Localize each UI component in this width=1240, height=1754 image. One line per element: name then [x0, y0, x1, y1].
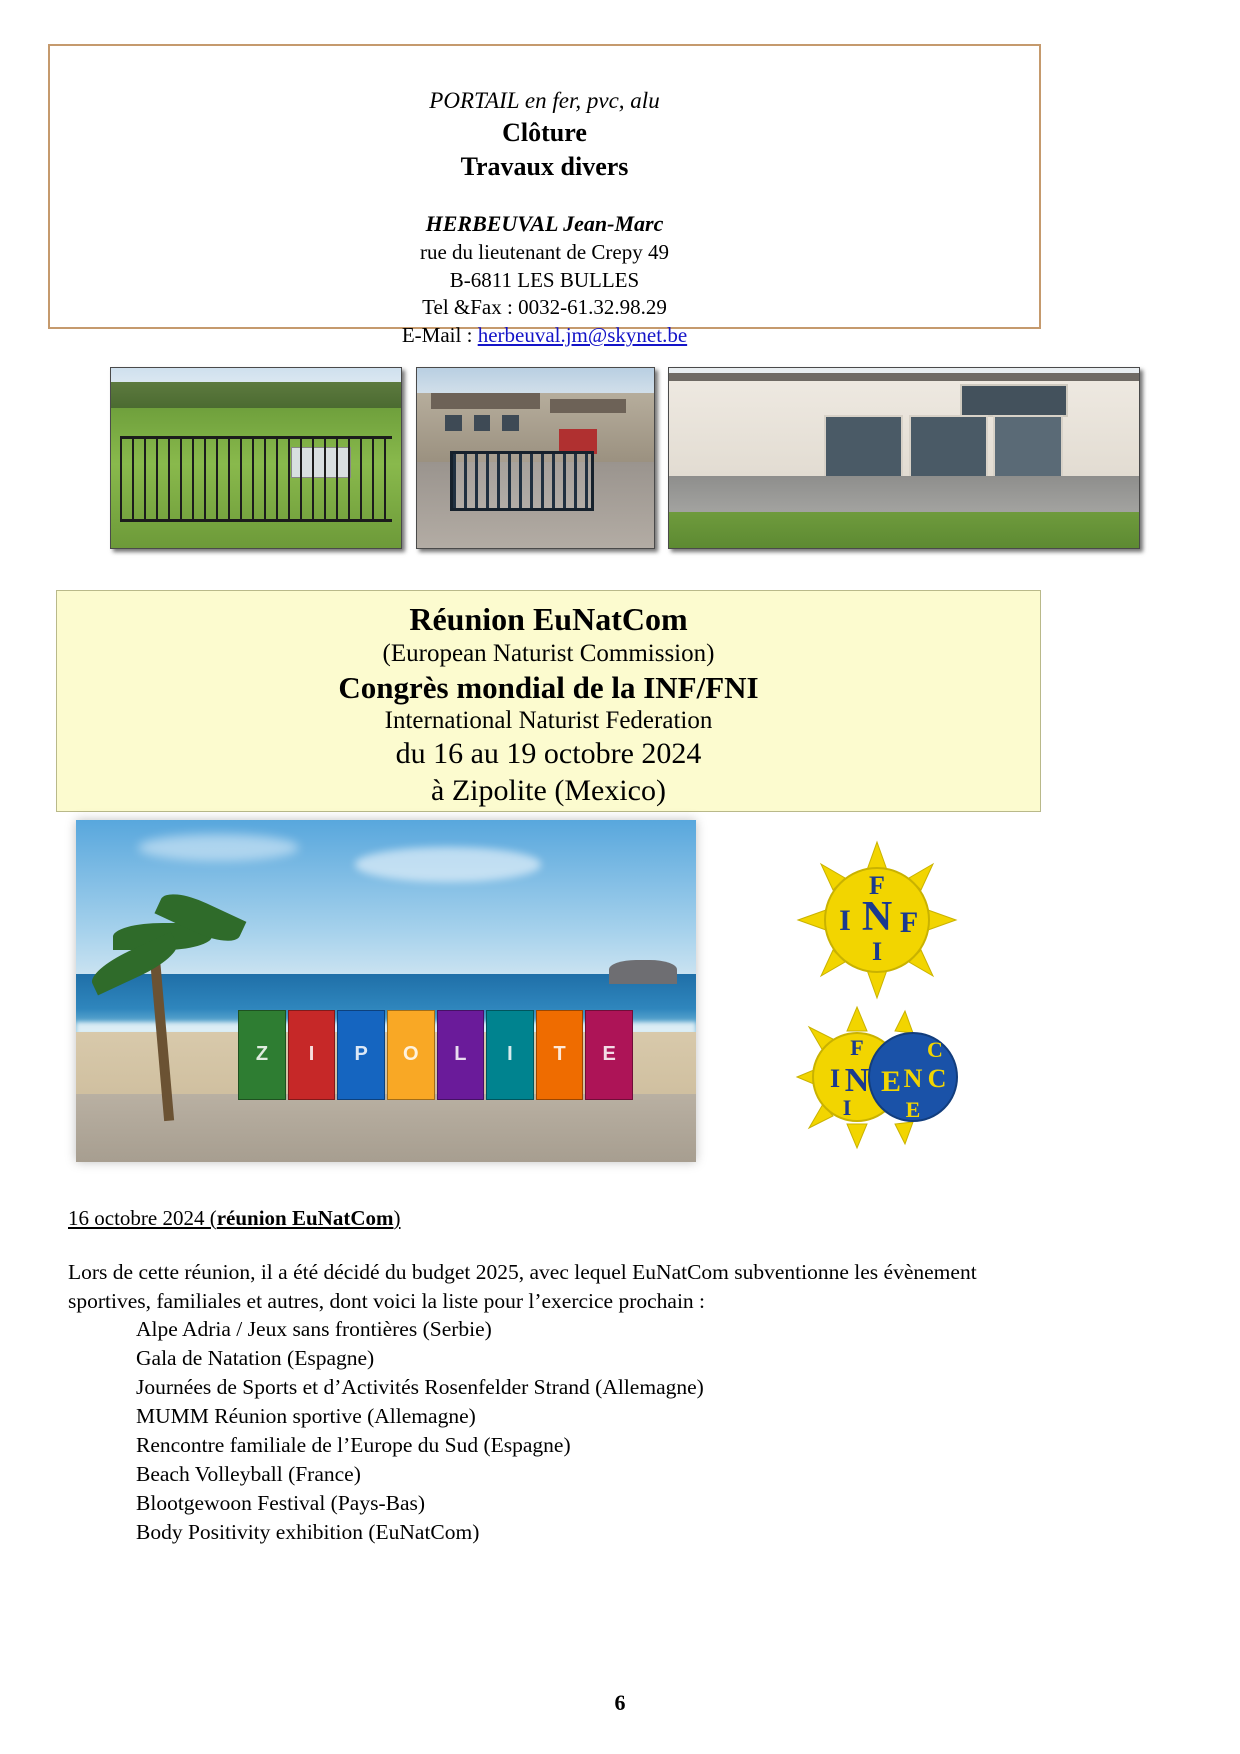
house-photo-glass-door: [824, 415, 903, 480]
zipolite-sign-letter: I: [288, 1010, 336, 1101]
advert-street: rue du lieutenant de Crepy 49: [419, 240, 669, 265]
gate-photo-roof-right: [550, 399, 626, 413]
event-list-item: Beach Volleyball (France): [136, 1462, 361, 1487]
zipolite-sign-letter: T: [536, 1010, 584, 1101]
zipolite-sign-letter: L: [437, 1010, 485, 1101]
event-list-item: MUMM Réunion sportive (Allemagne): [136, 1404, 476, 1429]
advertisement-box: [48, 44, 1041, 348]
zipolite-sign: [237, 1012, 634, 1101]
zipolite-cloud: [138, 834, 299, 861]
article-date-heading: [68, 1206, 401, 1231]
svg-text:F: F: [869, 871, 885, 900]
advert-company-name: HERBEUVAL Jean-Marc: [425, 211, 664, 237]
zipolite-rock: [609, 960, 677, 984]
fence-photo-fence-bars: [120, 436, 393, 521]
advert-service-line-1: PORTAIL en fer, pvc, alu: [429, 88, 660, 113]
advert-email-row: [50, 322, 1039, 350]
svg-text:N: N: [861, 894, 893, 940]
announcement-place: à Zipolite (Mexico): [431, 773, 666, 807]
house-photo-upper-window: [960, 384, 1067, 417]
announcement-title: Réunion EuNatCom: [409, 601, 688, 637]
article-date-bold: réunion EuNatCom: [216, 1206, 394, 1230]
gate-photo-roof-left: [431, 393, 540, 409]
page-number: 6: [614, 1690, 626, 1715]
eunatcom-logo: [795, 1005, 970, 1150]
house-photo-facade: [669, 373, 1139, 476]
gate-photo-sliding-gate: [450, 451, 593, 511]
event-list-item: Rencontre familiale de l’Europe du Sud (Espagne): [136, 1433, 571, 1458]
announcement-box: [56, 590, 1041, 812]
house-photo-lawn: [669, 512, 1139, 548]
fence-photo: [110, 367, 402, 549]
event-list-item: Gala de Natation (Espagne): [136, 1346, 375, 1371]
event-list-item: Alpe Adria / Jeux sans frontières (Serbie): [136, 1317, 492, 1342]
zipolite-sign-letter: I: [486, 1010, 534, 1101]
advert-email-label: E-Mail :: [401, 323, 478, 348]
advert-email-link[interactable]: herbeuval.jm@skynet.be: [477, 323, 688, 348]
svg-text:F: F: [850, 1035, 864, 1060]
inf-fni-logo-svg: [795, 840, 960, 1000]
event-list: [68, 1315, 1028, 1547]
svg-text:C: C: [927, 1064, 947, 1093]
house-photo-roofline: [669, 373, 1139, 380]
gate-photo-window: [502, 415, 519, 431]
svg-text:F: F: [899, 906, 919, 939]
eunatcom-logo-svg: [795, 1005, 970, 1150]
house-photo: [668, 367, 1140, 549]
gate-photo: [416, 367, 655, 549]
svg-text:E: E: [880, 1065, 902, 1098]
article-intro: Lors de cette réunion, il a été décidé du budget 2025, avec lequel EuNatCom subventionne les évènement sportives, familiales et autres, dont voici la liste pour l’exercice prochain :: [68, 1260, 977, 1313]
article-date-end: ): [393, 1206, 401, 1230]
gate-photo-window: [445, 415, 462, 431]
announcement-subtitle: (European Naturist Commission): [382, 639, 715, 667]
inf-fni-logo: [795, 840, 960, 1000]
advert-service-line-2: Clôture: [502, 117, 587, 147]
svg-text:N: N: [903, 1064, 923, 1093]
zipolite-sign-letter: Z: [238, 1010, 286, 1101]
article-body: [68, 1258, 1028, 1547]
zipolite-cloud: [355, 847, 541, 881]
event-list-item: Blootgewoon Festival (Pays-Bas): [136, 1491, 426, 1516]
zipolite-beach-photo: [76, 820, 696, 1162]
event-list-item: Body Positivity exhibition (EuNatCom): [136, 1520, 480, 1545]
announcement-subtitle-secondary: International Naturist Federation: [384, 706, 713, 734]
event-list-item: Journées de Sports et d’Activités Rosenfelder Strand (Allemagne): [136, 1375, 704, 1400]
svg-text:E: E: [905, 1097, 921, 1122]
svg-text:N: N: [844, 1062, 870, 1099]
advert-city: B-6811 LES BULLES: [449, 267, 640, 292]
svg-text:I: I: [842, 1095, 852, 1120]
house-photo-terrace: [669, 476, 1139, 516]
house-photo-glass-door: [909, 415, 988, 480]
advert-phone: Tel &Fax : 0032-61.32.98.29: [422, 295, 667, 320]
zipolite-sign-letter: P: [337, 1010, 385, 1101]
announcement-dates: du 16 au 19 octobre 2024: [395, 736, 702, 770]
zipolite-sign-letter: E: [585, 1010, 633, 1101]
article-date-plain: 16 octobre 2024 (: [68, 1206, 217, 1230]
zipolite-sign-letter: O: [387, 1010, 435, 1101]
house-photo-glass-door: [993, 415, 1063, 480]
svg-text:C: C: [927, 1037, 943, 1062]
svg-text:I: I: [871, 937, 883, 966]
svg-text:I: I: [839, 904, 851, 937]
gate-photo-window: [474, 415, 491, 431]
svg-text:I: I: [829, 1064, 841, 1093]
advert-service-line-3: Travaux divers: [460, 151, 629, 181]
announcement-title-secondary: Congrès mondial de la INF/FNI: [338, 669, 759, 705]
